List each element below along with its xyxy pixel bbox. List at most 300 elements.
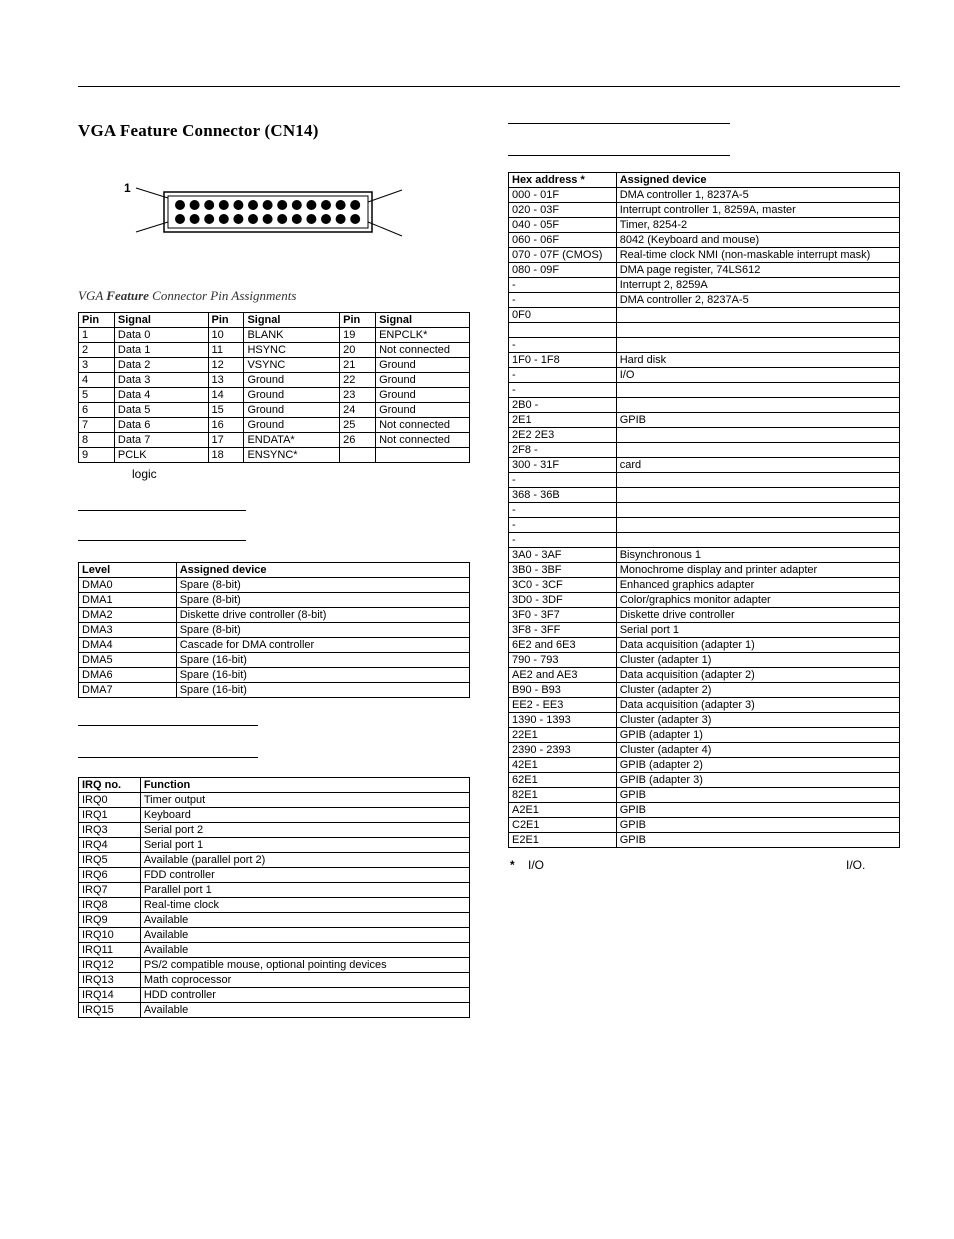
table-cell: 2390 - 2393 xyxy=(509,743,617,758)
table-cell: Keyboard xyxy=(140,808,469,823)
connector-pin xyxy=(306,214,316,224)
connector-pin xyxy=(190,214,200,224)
table-cell: 16 xyxy=(208,418,244,433)
table-row xyxy=(79,868,470,883)
io-footnote-right: I/O. xyxy=(846,858,866,872)
table-cell: GPIB xyxy=(616,413,899,428)
table-cell: FDD controller xyxy=(140,868,469,883)
dma-rule-1 xyxy=(78,510,246,511)
table-cell: 5 xyxy=(79,388,115,403)
table-row xyxy=(509,398,900,413)
table-cell: 3B0 - 3BF xyxy=(509,563,617,578)
table-cell: 3C0 - 3CF xyxy=(509,578,617,593)
table-cell: Data 6 xyxy=(114,418,208,433)
irq-table-header: IRQ no. Function xyxy=(79,778,470,793)
table-cell: ENDATA* xyxy=(244,433,340,448)
table-cell: Data 4 xyxy=(114,388,208,403)
table-cell: Available xyxy=(140,943,469,958)
table-cell: IRQ11 xyxy=(79,943,141,958)
table-cell: Not connected xyxy=(376,433,470,448)
connector-pin xyxy=(321,200,331,210)
table-row xyxy=(509,383,900,398)
table-row xyxy=(79,403,470,418)
table-cell: ENSYNC* xyxy=(244,448,340,463)
table-cell: DMA page register, 74LS612 xyxy=(616,263,899,278)
table-cell: GPIB (adapter 3) xyxy=(616,773,899,788)
table-cell xyxy=(616,443,899,458)
table-cell xyxy=(616,308,899,323)
table-cell: 1 xyxy=(79,328,115,343)
table-cell: 10 xyxy=(208,328,244,343)
table-cell: 3F8 - 3FF xyxy=(509,623,617,638)
table-cell: Available (parallel port 2) xyxy=(140,853,469,868)
table-cell: IRQ3 xyxy=(79,823,141,838)
table-cell: IRQ1 xyxy=(79,808,141,823)
table-cell: 42E1 xyxy=(509,758,617,773)
table-cell: 020 - 03F xyxy=(509,203,617,218)
table-cell: GPIB xyxy=(616,818,899,833)
table-row xyxy=(509,788,900,803)
table-row xyxy=(79,973,470,988)
connector-pin xyxy=(336,214,346,224)
table-cell: Ground xyxy=(244,403,340,418)
table-cell: Bisynchronous 1 xyxy=(616,548,899,563)
table-cell: C2E1 xyxy=(509,818,617,833)
table-cell: AE2 and AE3 xyxy=(509,668,617,683)
table-cell: Timer output xyxy=(140,793,469,808)
table-cell: Cluster (adapter 2) xyxy=(616,683,899,698)
table-row xyxy=(509,263,900,278)
table-cell: Data 1 xyxy=(114,343,208,358)
table-cell: Ground xyxy=(244,388,340,403)
table-cell xyxy=(616,518,899,533)
table-cell: Spare (16-bit) xyxy=(176,653,469,668)
table-row xyxy=(79,1003,470,1018)
table-cell: Data acquisition (adapter 2) xyxy=(616,668,899,683)
table-cell xyxy=(340,448,376,463)
table-cell: 3F0 - 3F7 xyxy=(509,608,617,623)
table-cell: DMA3 xyxy=(79,623,177,638)
top-rule xyxy=(78,86,900,87)
table-row xyxy=(509,188,900,203)
connector-pin xyxy=(263,214,273,224)
table-cell: Color/graphics monitor adapter xyxy=(616,593,899,608)
table-row xyxy=(79,593,470,608)
table-cell xyxy=(616,383,899,398)
dma-table xyxy=(78,562,470,698)
io-table-header: Hex address * Assigned device xyxy=(509,173,900,188)
table-row xyxy=(79,328,470,343)
table-cell: IRQ4 xyxy=(79,838,141,853)
table-cell: IRQ8 xyxy=(79,898,141,913)
table-cell: Ground xyxy=(376,388,470,403)
table-cell: Not connected xyxy=(376,343,470,358)
table-cell: 9 xyxy=(79,448,115,463)
table-cell: Data acquisition (adapter 3) xyxy=(616,698,899,713)
table-cell: Interrupt 2, 8259A xyxy=(616,278,899,293)
table-cell: 11 xyxy=(208,343,244,358)
table-cell: 1F0 - 1F8 xyxy=(509,353,617,368)
connector-pin xyxy=(350,214,360,224)
table-row xyxy=(79,668,470,683)
table-row xyxy=(509,203,900,218)
table-cell: Ground xyxy=(244,418,340,433)
table-row xyxy=(509,623,900,638)
table-cell: GPIB (adapter 1) xyxy=(616,728,899,743)
table-cell: 21 xyxy=(340,358,376,373)
table-cell xyxy=(616,323,899,338)
io-rule-1 xyxy=(508,123,730,124)
table-cell: IRQ5 xyxy=(79,853,141,868)
connector-pin xyxy=(248,214,258,224)
connector-pin xyxy=(219,214,229,224)
table-cell: 2 xyxy=(79,343,115,358)
table-cell: IRQ15 xyxy=(79,1003,141,1018)
connector-pin xyxy=(350,200,360,210)
table-row xyxy=(509,458,900,473)
table-row xyxy=(79,608,470,623)
table-row xyxy=(79,808,470,823)
table-row xyxy=(79,358,470,373)
table-cell: Available xyxy=(140,1003,469,1018)
table-cell: BLANK xyxy=(244,328,340,343)
table-row xyxy=(509,773,900,788)
table-row xyxy=(79,943,470,958)
table-cell: Data 0 xyxy=(114,328,208,343)
table-cell: 6E2 and 6E3 xyxy=(509,638,617,653)
table-cell: Diskette drive controller xyxy=(616,608,899,623)
table-row xyxy=(509,758,900,773)
connector-pin xyxy=(190,200,200,210)
table-cell: 070 - 07F (CMOS) xyxy=(509,248,617,263)
table-row xyxy=(79,988,470,1003)
table-cell: - xyxy=(509,503,617,518)
table-cell: 13 xyxy=(208,373,244,388)
connector-pin xyxy=(292,200,302,210)
table-cell: DMA controller 1, 8237A-5 xyxy=(616,188,899,203)
connector-pin xyxy=(204,200,214,210)
table-cell: 8042 (Keyboard and mouse) xyxy=(616,233,899,248)
table-row xyxy=(79,898,470,913)
table-cell: IRQ9 xyxy=(79,913,141,928)
table-cell: VSYNC xyxy=(244,358,340,373)
table-cell: Cluster (adapter 3) xyxy=(616,713,899,728)
table-cell: HDD controller xyxy=(140,988,469,1003)
table-cell: Data 5 xyxy=(114,403,208,418)
table-row xyxy=(509,698,900,713)
table-row xyxy=(79,958,470,973)
table-cell: - xyxy=(509,293,617,308)
table-cell: Timer, 8254-2 xyxy=(616,218,899,233)
table-cell: Real-time clock NMI (non-maskable interrupt mask) xyxy=(616,248,899,263)
table-cell: Spare (16-bit) xyxy=(176,668,469,683)
table-cell: 4 xyxy=(79,373,115,388)
table-cell: Hard disk xyxy=(616,353,899,368)
table-row xyxy=(509,503,900,518)
table-row xyxy=(509,683,900,698)
table-row xyxy=(509,803,900,818)
irq-rule-1 xyxy=(78,725,258,726)
table-row xyxy=(509,518,900,533)
table-cell: 22E1 xyxy=(509,728,617,743)
table-cell: Enhanced graphics adapter xyxy=(616,578,899,593)
table-cell: 3 xyxy=(79,358,115,373)
table-cell: Spare (16-bit) xyxy=(176,683,469,698)
table-cell: 14 xyxy=(208,388,244,403)
table-cell: Data 3 xyxy=(114,373,208,388)
vga-section-title: VGA Feature Connector (CN14) xyxy=(78,121,319,140)
table-cell: 2E2 2E3 xyxy=(509,428,617,443)
table-row xyxy=(509,728,900,743)
table-cell: GPIB xyxy=(616,833,899,848)
table-row xyxy=(509,278,900,293)
table-cell xyxy=(616,488,899,503)
table-cell: Diskette drive controller (8-bit) xyxy=(176,608,469,623)
table-row xyxy=(79,373,470,388)
table-cell: 20 xyxy=(340,343,376,358)
table-cell: - xyxy=(509,338,617,353)
table-row xyxy=(79,823,470,838)
table-cell: Ground xyxy=(376,403,470,418)
pin-1-label: 1 xyxy=(124,181,131,195)
table-row xyxy=(79,928,470,943)
table-row xyxy=(509,818,900,833)
table-cell: Serial port 2 xyxy=(140,823,469,838)
table-row xyxy=(79,838,470,853)
table-cell: Ground xyxy=(244,373,340,388)
table-row xyxy=(509,473,900,488)
table-cell xyxy=(616,428,899,443)
table-row xyxy=(509,563,900,578)
table-cell: 2B0 - xyxy=(509,398,617,413)
table-cell: Data acquisition (adapter 1) xyxy=(616,638,899,653)
table-cell: 22 xyxy=(340,373,376,388)
table-cell: - xyxy=(509,368,617,383)
table-cell: - xyxy=(509,383,617,398)
table-cell: Spare (8-bit) xyxy=(176,623,469,638)
table-row xyxy=(509,218,900,233)
connector-pin xyxy=(292,214,302,224)
table-cell: 060 - 06F xyxy=(509,233,617,248)
table-cell: Available xyxy=(140,928,469,943)
table-cell: card xyxy=(616,458,899,473)
connector-pin xyxy=(321,214,331,224)
table-cell: 3A0 - 3AF xyxy=(509,548,617,563)
table-row xyxy=(79,388,470,403)
table-row xyxy=(79,793,470,808)
table-cell: DMA0 xyxy=(79,578,177,593)
table-row xyxy=(509,323,900,338)
table-cell xyxy=(616,473,899,488)
table-cell: Monochrome display and printer adapter xyxy=(616,563,899,578)
table-cell: - xyxy=(509,473,617,488)
table-cell xyxy=(616,398,899,413)
table-cell: 080 - 09F xyxy=(509,263,617,278)
table-row xyxy=(509,488,900,503)
table-row xyxy=(509,668,900,683)
table-cell: Spare (8-bit) xyxy=(176,593,469,608)
connector-pin xyxy=(219,200,229,210)
table-cell: 040 - 05F xyxy=(509,218,617,233)
table-row xyxy=(509,833,900,848)
table-cell: 19 xyxy=(340,328,376,343)
table-cell: PCLK xyxy=(114,448,208,463)
table-cell: 790 - 793 xyxy=(509,653,617,668)
table-row xyxy=(509,548,900,563)
dma-rule-2 xyxy=(78,540,246,541)
table-row xyxy=(509,308,900,323)
table-row xyxy=(79,578,470,593)
table-row xyxy=(509,413,900,428)
connector-pin xyxy=(277,200,287,210)
table-cell: 2E1 xyxy=(509,413,617,428)
vga-footnote: logic xyxy=(132,467,157,481)
table-row xyxy=(79,853,470,868)
table-cell: 2F8 - xyxy=(509,443,617,458)
table-row xyxy=(79,683,470,698)
table-cell: Cascade for DMA controller xyxy=(176,638,469,653)
table-cell: E2E1 xyxy=(509,833,617,848)
table-cell: 8 xyxy=(79,433,115,448)
table-cell: IRQ10 xyxy=(79,928,141,943)
table-cell: HSYNC xyxy=(244,343,340,358)
connector-pin xyxy=(175,214,185,224)
table-row xyxy=(79,343,470,358)
table-cell: 26 xyxy=(340,433,376,448)
table-row xyxy=(509,428,900,443)
io-rule-2 xyxy=(508,155,730,156)
table-cell: Data 2 xyxy=(114,358,208,373)
connector-pin xyxy=(277,214,287,224)
table-cell xyxy=(616,503,899,518)
table-cell: GPIB xyxy=(616,788,899,803)
table-row xyxy=(79,623,470,638)
table-cell: Data 7 xyxy=(114,433,208,448)
table-cell: 18 xyxy=(208,448,244,463)
table-row xyxy=(509,338,900,353)
table-cell: 368 - 36B xyxy=(509,488,617,503)
table-cell: 62E1 xyxy=(509,773,617,788)
table-row xyxy=(509,578,900,593)
table-cell: 12 xyxy=(208,358,244,373)
table-cell xyxy=(616,533,899,548)
table-row xyxy=(79,653,470,668)
table-cell xyxy=(509,323,617,338)
table-cell: 000 - 01F xyxy=(509,188,617,203)
table-row xyxy=(79,418,470,433)
table-cell: GPIB xyxy=(616,803,899,818)
table-cell: 15 xyxy=(208,403,244,418)
table-row xyxy=(509,593,900,608)
table-cell: Ground xyxy=(376,358,470,373)
table-cell: DMA6 xyxy=(79,668,177,683)
table-cell: B90 - B93 xyxy=(509,683,617,698)
table-cell: Available xyxy=(140,913,469,928)
table-row xyxy=(509,713,900,728)
table-cell: IRQ13 xyxy=(79,973,141,988)
table-cell: 25 xyxy=(340,418,376,433)
table-cell: Serial port 1 xyxy=(616,623,899,638)
table-cell: Math coprocessor xyxy=(140,973,469,988)
table-cell: IRQ7 xyxy=(79,883,141,898)
table-cell: IRQ14 xyxy=(79,988,141,1003)
table-row xyxy=(509,638,900,653)
table-cell: 3D0 - 3DF xyxy=(509,593,617,608)
table-cell xyxy=(376,448,470,463)
table-cell: ENPCLK* xyxy=(376,328,470,343)
io-footnote-left: I/O xyxy=(528,858,545,872)
table-cell: PS/2 compatible mouse, optional pointing devices xyxy=(140,958,469,973)
vga-pin-table xyxy=(78,312,470,463)
table-row xyxy=(509,293,900,308)
connector-pin xyxy=(204,214,214,224)
table-cell: Serial port 1 xyxy=(140,838,469,853)
table-cell: A2E1 xyxy=(509,803,617,818)
table-row xyxy=(509,233,900,248)
table-cell: Not connected xyxy=(376,418,470,433)
table-cell: DMA7 xyxy=(79,683,177,698)
table-row xyxy=(509,653,900,668)
table-cell: Cluster (adapter 4) xyxy=(616,743,899,758)
connector-pin xyxy=(306,200,316,210)
table-row xyxy=(509,533,900,548)
table-cell: 300 - 31F xyxy=(509,458,617,473)
connector-pin xyxy=(248,200,258,210)
table-cell: IRQ12 xyxy=(79,958,141,973)
table-row xyxy=(79,883,470,898)
table-cell: IRQ0 xyxy=(79,793,141,808)
connector-pin xyxy=(233,214,243,224)
table-row xyxy=(79,913,470,928)
irq-rule-2 xyxy=(78,757,258,758)
table-cell: 24 xyxy=(340,403,376,418)
table-cell: DMA2 xyxy=(79,608,177,623)
table-row xyxy=(79,638,470,653)
table-cell: 7 xyxy=(79,418,115,433)
io-address-table xyxy=(508,172,900,848)
connector-pin xyxy=(263,200,273,210)
table-cell: DMA4 xyxy=(79,638,177,653)
vga-caption: VGA Feature Connector Pin Assignments xyxy=(78,288,297,303)
table-cell xyxy=(616,338,899,353)
table-cell: Spare (8-bit) xyxy=(176,578,469,593)
table-cell: Ground xyxy=(376,373,470,388)
table-cell: 0F0 xyxy=(509,308,617,323)
table-cell: - xyxy=(509,518,617,533)
table-cell: DMA1 xyxy=(79,593,177,608)
table-row xyxy=(509,608,900,623)
table-cell: - xyxy=(509,533,617,548)
connector-pin xyxy=(175,200,185,210)
connector-pin xyxy=(336,200,346,210)
table-cell: I/O xyxy=(616,368,899,383)
connector-pin xyxy=(233,200,243,210)
table-row xyxy=(509,368,900,383)
vga-table-header: Pin Signal Pin Signal Pin Signal xyxy=(79,313,470,328)
table-row xyxy=(509,248,900,263)
table-cell: Interrupt controller 1, 8259A, master xyxy=(616,203,899,218)
table-cell: 6 xyxy=(79,403,115,418)
table-cell: 23 xyxy=(340,388,376,403)
table-cell: GPIB (adapter 2) xyxy=(616,758,899,773)
table-cell: Cluster (adapter 1) xyxy=(616,653,899,668)
table-cell: DMA controller 2, 8237A-5 xyxy=(616,293,899,308)
table-cell: IRQ6 xyxy=(79,868,141,883)
table-row xyxy=(79,448,470,463)
table-cell: 82E1 xyxy=(509,788,617,803)
table-row xyxy=(79,433,470,448)
table-cell: Parallel port 1 xyxy=(140,883,469,898)
